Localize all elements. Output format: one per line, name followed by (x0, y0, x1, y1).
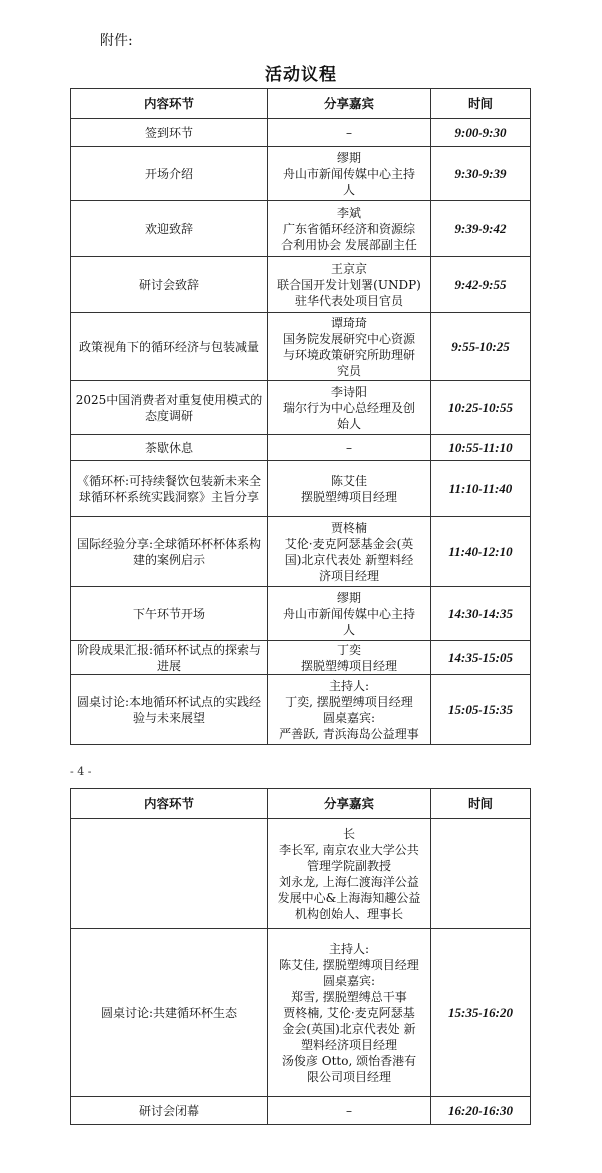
guests-cell (268, 201, 431, 257)
agenda-table-body (71, 819, 531, 1125)
table-row (71, 461, 531, 517)
guest-line: 刘永龙, 上海仁渡海洋公益 (279, 874, 419, 889)
time-cell: 11:10-11:40 (431, 461, 531, 517)
session-cell: 2025中国消费者对重复使用模式的态度调研 (71, 381, 268, 435)
guest-line: 广东省循环经济和资源综 (282, 221, 415, 236)
time-column-header: 时间 (431, 89, 531, 119)
guests-cell (268, 929, 431, 1097)
guest-line: 圆桌嘉宾: (322, 973, 376, 988)
guests-column-header: 分享嘉宾 (268, 89, 431, 119)
guest-line: 舟山市新闻传媒中心主持 (282, 606, 415, 621)
guest-line: 合利用协会 发展部副主任 (281, 237, 417, 252)
guest-line: 主持人: (328, 941, 370, 956)
page-title: 活动议程 (265, 65, 337, 85)
guest-line: 限公司项目经理 (306, 1069, 391, 1084)
table-row (71, 587, 531, 641)
time-cell: 10:25-10:55 (431, 381, 531, 435)
guest-line: 谭琦琦 (330, 315, 367, 330)
table-row (71, 1097, 531, 1125)
guest-line: 贾柊楠 (330, 520, 367, 535)
guest-line: 郑雪, 摆脱塑缚总干事 (291, 989, 407, 1004)
time-cell: 9:55-10:25 (431, 313, 531, 381)
guests-cell (268, 587, 431, 641)
guest-line: 贾柊楠, 艾伦·麦克阿瑟基 (283, 1005, 415, 1020)
guest-line: 缪期 (336, 590, 361, 605)
guest-line: 圆桌嘉宾: (322, 710, 376, 725)
guest-line: 摆脱塑缚项目经理 (300, 658, 397, 673)
table-row (71, 381, 531, 435)
time-cell: 10:55-11:10 (431, 435, 531, 461)
table-row (71, 929, 531, 1097)
time-cell: 14:30-14:35 (431, 587, 531, 641)
guests-cell (268, 435, 431, 461)
header-row (71, 89, 531, 119)
guest-line: 始人 (336, 416, 361, 431)
table-row (71, 257, 531, 313)
time-cell: 16:20-16:30 (431, 1097, 531, 1125)
guests-column-header: 分享嘉宾 (268, 789, 431, 819)
session-cell: 国际经验分享:全球循环杯杯体系构建的案例启示 (71, 517, 268, 587)
guest-line: 人 (342, 622, 355, 637)
guest-line: 国)北京代表处 新塑料经 (284, 552, 414, 567)
session-cell: 欢迎致辞 (71, 201, 268, 257)
guest-line: 艾伦·麦克阿瑟基金会(英 (284, 536, 414, 551)
table-row (71, 675, 531, 745)
guest-line: – (346, 440, 352, 455)
guests-cell (268, 641, 431, 675)
guest-line: 人 (342, 182, 355, 197)
guests-cell (268, 313, 431, 381)
guests-cell (268, 147, 431, 201)
agenda-table (70, 88, 531, 745)
time-cell: 15:35-16:20 (431, 929, 531, 1097)
guest-line: 汤俊彦 Otto, 颂怡香港有 (281, 1053, 417, 1068)
guests-cell (268, 257, 431, 313)
session-cell: 茶歇休息 (71, 435, 268, 461)
guest-line: 与环境政策研究所助理研 (282, 347, 415, 362)
session-cell: 研讨会闭幕 (71, 1097, 268, 1125)
page-number: - 4 - (70, 765, 92, 778)
guest-line: 陈艾佳, 摆脱塑缚项目经理 (279, 957, 419, 972)
guest-line: 管理学院副教授 (306, 858, 391, 873)
attachment-label: 附件: (100, 33, 133, 49)
session-cell: 圆桌讨论:本地循环杯试点的实践经验与未来展望 (71, 675, 268, 745)
session-cell: 研讨会致辞 (71, 257, 268, 313)
guest-line: 联合国开发计划署(UNDP) (277, 277, 421, 292)
table-row (71, 147, 531, 201)
guest-line: – (346, 1103, 352, 1118)
guests-cell (268, 819, 431, 929)
time-cell: 9:30-9:39 (431, 147, 531, 201)
guest-line: 陈艾佳 (330, 473, 367, 488)
guests-cell (268, 461, 431, 517)
guests-cell (268, 381, 431, 435)
guest-line: 李长军, 南京农业大学公共 (279, 842, 419, 857)
guest-line: 李诗阳 (330, 384, 367, 399)
guest-line: 丁奕, 摆脱塑缚项目经理 (285, 694, 413, 709)
guests-cell (268, 1097, 431, 1125)
guest-line: 驻华代表处项目官员 (294, 293, 403, 308)
guest-line: 金会(英国)北京代表处 新 (282, 1021, 416, 1036)
table-row (71, 119, 531, 147)
time-cell: 14:35-15:05 (431, 641, 531, 675)
guest-line: 摆脱塑缚项目经理 (300, 489, 397, 504)
guest-line: 塑料经济项目经理 (300, 1037, 397, 1052)
time-cell (431, 819, 531, 929)
time-cell: 9:00-9:30 (431, 119, 531, 147)
guest-line: 国务院发展研究中心资源 (282, 331, 415, 346)
session-column-header: 内容环节 (71, 89, 268, 119)
table-row (71, 517, 531, 587)
session-cell: 圆桌讨论:共建循环杯生态 (71, 929, 268, 1097)
session-cell: 开场介绍 (71, 147, 268, 201)
table-row (71, 201, 531, 257)
guest-line: 舟山市新闻传媒中心主持 (282, 166, 415, 181)
session-cell: 下午环节开场 (71, 587, 268, 641)
session-column-header: 内容环节 (71, 789, 268, 819)
guest-line: 究员 (336, 363, 361, 378)
time-column-header: 时间 (431, 789, 531, 819)
table-row (71, 641, 531, 675)
guest-line: 济项目经理 (318, 568, 379, 583)
guests-cell (268, 675, 431, 745)
agenda-table-continued (70, 788, 531, 1125)
header-row (71, 789, 531, 819)
table-row (71, 313, 531, 381)
time-cell: 15:05-15:35 (431, 675, 531, 745)
session-cell: 阶段成果汇报:循环杯试点的探索与进展 (71, 641, 268, 675)
guest-line: 李斌 (336, 205, 361, 220)
time-cell: 11:40-12:10 (431, 517, 531, 587)
guest-line: 瑞尔行为中心总经理及创 (282, 400, 415, 415)
session-cell (71, 819, 268, 929)
guest-line: – (346, 125, 352, 140)
guest-line: 丁奕 (336, 642, 361, 657)
guest-line: 王京京 (330, 261, 367, 276)
guests-cell (268, 119, 431, 147)
time-cell: 9:39-9:42 (431, 201, 531, 257)
session-cell: 《循环杯:可持续餐饮包装新未来全球循环杯系统实践洞察》主旨分享 (71, 461, 268, 517)
guest-line: 严善跃, 青浜海岛公益理事 (279, 726, 419, 741)
table-row (71, 435, 531, 461)
table-row (71, 819, 531, 929)
guests-cell (268, 517, 431, 587)
session-cell: 签到环节 (71, 119, 268, 147)
agenda-table-body (71, 119, 531, 745)
guest-line: 缪期 (336, 150, 361, 165)
guest-line: 发展中心&上海海知趣公益 (277, 890, 421, 905)
time-cell: 9:42-9:55 (431, 257, 531, 313)
session-cell: 政策视角下的循环经济与包装减量 (71, 313, 268, 381)
guest-line: 主持人: (328, 678, 370, 693)
guest-line: 长 (342, 826, 355, 841)
guest-line: 机构创始人、理事长 (294, 906, 403, 921)
